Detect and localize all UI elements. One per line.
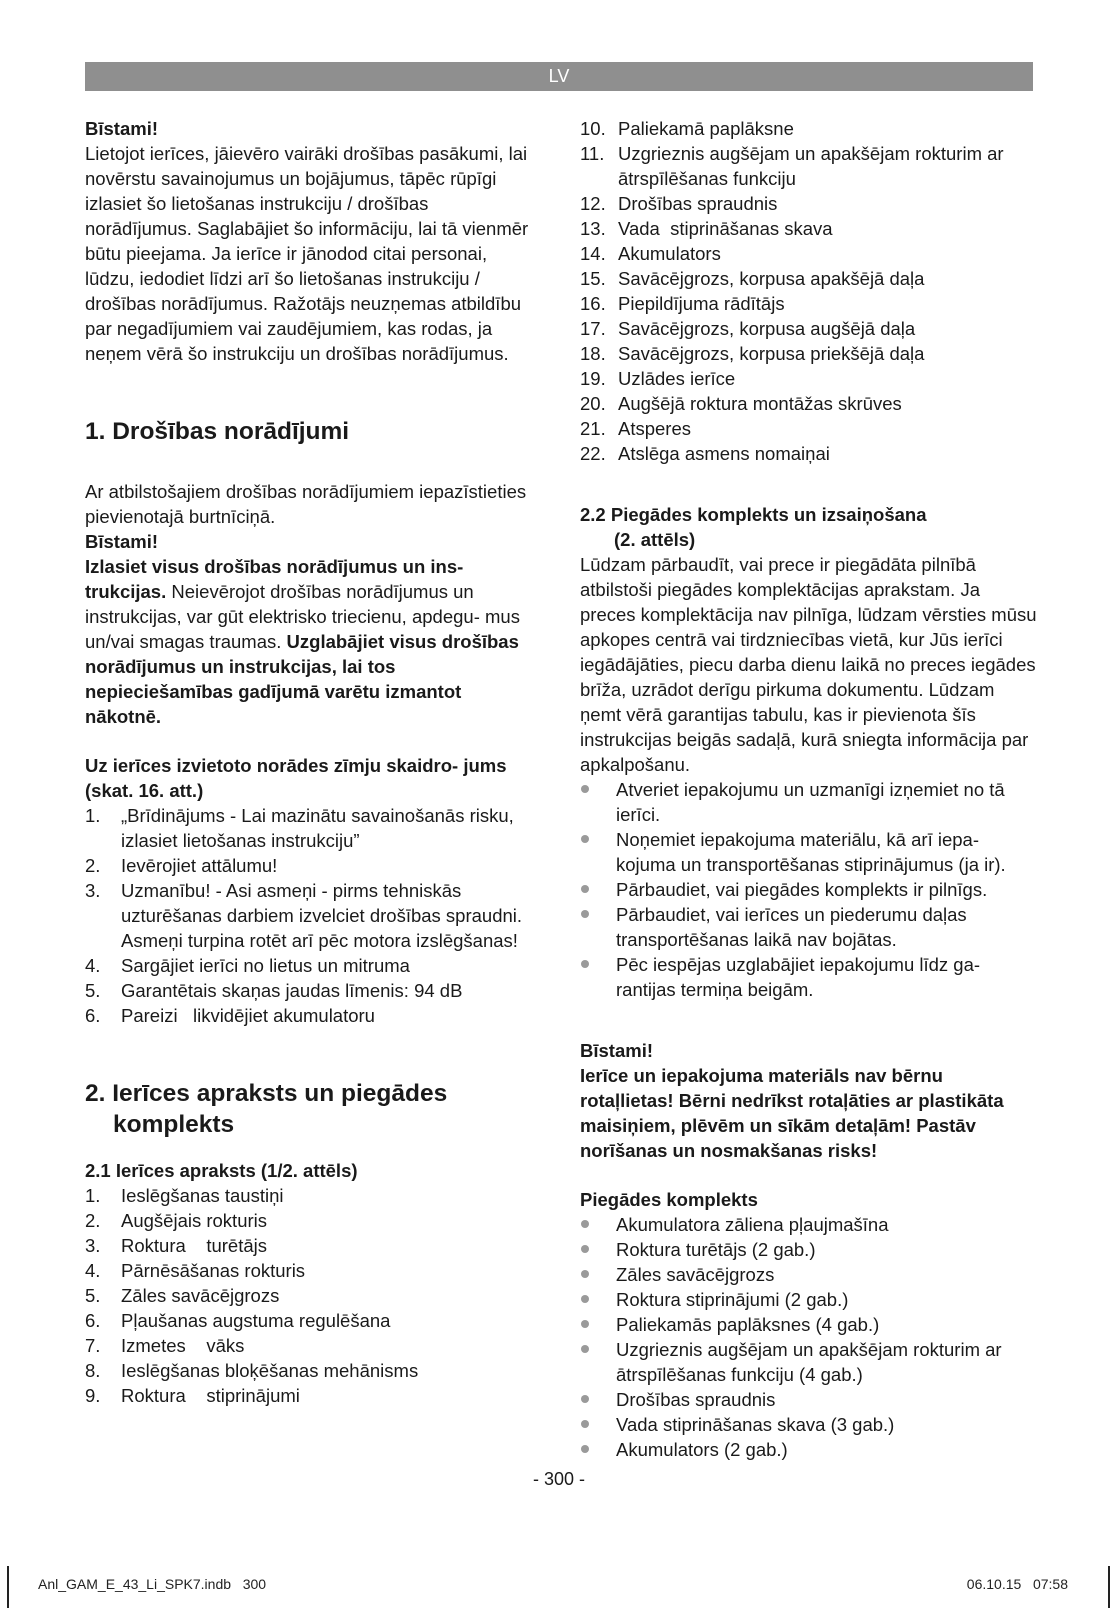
item-number: 5. <box>85 980 101 1001</box>
item-number: 3. <box>85 880 101 901</box>
list-item <box>580 291 1040 316</box>
language-header-bar <box>85 62 1033 91</box>
item-text: Roktura turētājs <box>121 1235 268 1256</box>
warning-bold-2: Uzglabājiet visus drošības norādījumus un instrukcijas, lai tos nepieciešamības gadījumā varētu izmantot nākotnē. <box>85 631 519 727</box>
bullet-icon <box>581 1245 589 1253</box>
parts-list-left <box>85 1183 535 1408</box>
item-text: Pļaušanas augstuma regulēšana <box>121 1310 391 1331</box>
item-text: Atveriet iepakojumu un uzmanīgi izņemiet no tā ierīci. <box>616 779 1005 825</box>
item-text: Atsperes <box>618 418 692 439</box>
list-item <box>580 241 1040 266</box>
list-item <box>85 1003 535 1028</box>
list-item <box>580 391 1040 416</box>
list-item <box>85 878 535 953</box>
list-item <box>85 1308 535 1333</box>
list-item <box>580 777 1040 827</box>
item-text-continued: Asmeņi turpina rotēt arī pēc motora izslēgšanas! <box>121 930 518 951</box>
item-text: Vada stiprināšanas skava (3 gab.) <box>616 1414 895 1435</box>
item-text: Ieslēgšanas taustiņi <box>121 1185 284 1206</box>
list-item <box>580 902 1040 952</box>
item-text: Uzmanību! - Asi asmeņi - pirms tehniskās uzturēšanas darbiem izvelciet drošības spraudni. <box>121 880 523 926</box>
item-text: Akumulators (2 gab.) <box>616 1439 788 1460</box>
item-text: Augšējais rokturis <box>121 1210 268 1231</box>
list-item <box>85 1383 535 1408</box>
signs-list <box>85 803 535 1028</box>
list-item <box>580 216 1040 241</box>
item-text: Roktura turētājs (2 gab.) <box>616 1239 816 1260</box>
warning-text-2 <box>85 554 535 729</box>
item-text: Pēc iespējas uzglabājiet iepakojumu līdz ga- rantijas termiņa beigām. <box>616 954 981 1000</box>
item-text: „Brīdinājums - Lai mazinātu savainošanās risku, izlasiet lietošanas instrukciju” <box>121 805 514 851</box>
item-text: Paliekamās paplāksnes (4 gab.) <box>616 1314 880 1335</box>
bullet-icon <box>581 1220 589 1228</box>
list-item <box>85 1233 535 1258</box>
item-text: Izmetes vāks <box>121 1335 245 1356</box>
crop-mark-right <box>1108 1566 1110 1608</box>
item-text: Uzgrieznis augšējam un apakšējam rokturim ar ātrspīlēšanas funkciju (4 gab.) <box>616 1339 1002 1385</box>
item-text: Atslēga asmens nomaiņai <box>618 443 830 464</box>
list-item <box>85 1333 535 1358</box>
warning-text: Lietojot ierīces, jāievēro vairāki drošības pasākumi, lai novērstu savainojumus un bojājumus, tāpēc rūpīgi izlasiet šo lietošanas instrukciju / drošības norādījumus. Saglabājiet šo informāciju, lai tā vienmēr būtu pieejama. Ja ierīce ir jānodod citai personai, lūdzu, iedodiet līdzi arī šo lietošanas instrukciju / drošības norādījumus. Ražotājs neuzņemas atbildību par negadījumiem vai zaudējumiem, kas rodas, ja neņem vērā šo instrukciju un drošības norādījumus. <box>85 143 529 364</box>
item-number: 4. <box>85 955 101 976</box>
item-number: 1. <box>85 1185 101 1206</box>
item-number: 10. <box>580 118 606 139</box>
list-item <box>85 1208 535 1233</box>
bullet-icon <box>581 1320 589 1328</box>
crop-mark-left <box>7 1566 9 1608</box>
item-number: 5. <box>85 1285 101 1306</box>
item-text: Drošības spraudnis <box>616 1389 776 1410</box>
bullet-icon <box>581 1270 589 1278</box>
item-number: 17. <box>580 318 606 339</box>
kit-list <box>580 1212 1040 1462</box>
item-number: 3. <box>85 1235 101 1256</box>
bullet-icon <box>581 885 589 893</box>
item-number: 2. <box>85 855 101 876</box>
list-item <box>580 366 1040 391</box>
parts-list-right <box>580 116 1040 466</box>
list-item <box>85 853 535 878</box>
item-number: 22. <box>580 443 606 464</box>
item-number: 7. <box>85 1335 101 1356</box>
language-code: LV <box>548 66 570 86</box>
left-column <box>85 116 535 1408</box>
list-item <box>580 1287 1040 1312</box>
item-number: 4. <box>85 1260 101 1281</box>
item-number: 15. <box>580 268 606 289</box>
item-text: Roktura stiprinājumi <box>121 1385 300 1406</box>
item-text: Zāles savācējgrozs <box>616 1264 775 1285</box>
list-item <box>580 441 1040 466</box>
list-item <box>580 1387 1040 1412</box>
item-text: Akumulators <box>618 243 721 264</box>
list-item <box>580 1212 1040 1237</box>
page-number: - 300 - <box>532 1469 586 1489</box>
list-item <box>580 341 1040 366</box>
item-text: Akumulatora zāliena pļaujmašīna <box>616 1214 889 1235</box>
subsection-2-2-title <box>580 502 1040 552</box>
item-text: Zāles savācējgrozs <box>121 1285 280 1306</box>
bullet-icon <box>581 1345 589 1353</box>
list-item <box>580 141 1040 191</box>
list-item <box>580 1262 1040 1287</box>
item-number: 8. <box>85 1360 101 1381</box>
item-text: Drošības spraudnis <box>618 193 778 214</box>
item-number: 16. <box>580 293 606 314</box>
list-item <box>580 827 1040 877</box>
item-number: 20. <box>580 393 606 414</box>
list-item <box>580 1412 1040 1437</box>
list-item <box>580 952 1040 1002</box>
list-item <box>580 1337 1040 1387</box>
right-column <box>580 116 1040 1462</box>
item-text: Sargājiet ierīci no lietus un mitruma <box>121 955 410 976</box>
item-number: 1. <box>85 805 101 826</box>
bullet-icon <box>581 1420 589 1428</box>
item-number: 2. <box>85 1210 101 1231</box>
print-timestamp: 06.10.15 07:58 <box>966 1576 1068 1592</box>
list-item <box>580 1437 1040 1462</box>
item-text: Uzlādes ierīce <box>618 368 736 389</box>
list-item <box>85 978 535 1003</box>
item-text: Paliekamā paplāksne <box>618 118 794 139</box>
section-1-title: 1. Drošības norādījumi <box>85 418 350 445</box>
list-item <box>85 1258 535 1283</box>
bullet-icon <box>581 1445 589 1453</box>
subsection-2-1-title: 2.1 Ierīces apraksts (1/2. attēls) <box>85 1160 358 1181</box>
list-item <box>580 316 1040 341</box>
list-item <box>580 191 1040 216</box>
section-2-title <box>85 1078 535 1140</box>
item-number: 6. <box>85 1005 101 1026</box>
kit-title: Piegādes komplekts <box>580 1189 758 1210</box>
section-1-intro: Ar atbilstošajiem drošības norādījumiem iepazīstieties pievienotajā burtnīciņā. <box>85 481 527 527</box>
section-2-title-line2: komplekts <box>113 1111 235 1138</box>
bullet-icon <box>581 1295 589 1303</box>
section-2-title-line1: 2. Ierīces apraksts un piegādes <box>85 1080 448 1107</box>
print-file-label: Anl_GAM_E_43_Li_SPK7.indb 300 <box>38 1576 267 1592</box>
warning-text-3: Ierīce un iepakojuma materiāls nav bērnu rotaļlietas! Bērni nedrīkst rotaļāties ar plastikāta maisiņiem, plēvēm un sīkām detaļām! Pastāv norīšanas un nosmakšanas risks! <box>580 1065 1004 1161</box>
item-number: 19. <box>580 368 606 389</box>
item-text: Savācējgrozs, korpusa apakšējā daļa <box>618 268 925 289</box>
bullet-icon <box>581 785 589 793</box>
item-text: Savācējgrozs, korpusa priekšējā daļa <box>618 343 925 364</box>
list-item <box>580 1312 1040 1337</box>
list-item <box>85 953 535 978</box>
warning-title-3: Bīstami! <box>580 1040 653 1061</box>
warning-title: Bīstami! <box>85 118 158 139</box>
delivery-text: Lūdzam pārbaudīt, vai prece ir piegādāta pilnībā atbilstoši piegādes komplektācijas aprakstam. Ja preces komplektācija nav pilnīga, lūdzam vērsties mūsu apkopes centrā vai tirdzniecības vietā, kur Jūs ierīci iegādājāties, piecu darba dienu laikā no preces iegādes brīža, uzrādot derīgu pirkuma dokumentu. Lūdzam ņemt vērā garantijas tabulu, kas ir pievienota šīs instrukcijas beigās sadaļā, kurā sniegta informācija par apkalpošanu. <box>580 554 1037 775</box>
item-text: Pareizi likvidējiet akumulatoru <box>121 1005 375 1026</box>
bullet-icon <box>581 1395 589 1403</box>
unpack-steps-list <box>580 777 1040 1002</box>
list-item <box>85 1283 535 1308</box>
signs-title: Uz ierīces izvietoto norādes zīmju skaidro- jums (skat. 16. att.) <box>85 755 507 801</box>
list-item <box>85 1358 535 1383</box>
warning-bold-1: Izlasiet visus drošības norādījumus un ins- trukcijas. <box>85 556 464 602</box>
item-text: Vada stiprināšanas skava <box>618 218 833 239</box>
bullet-icon <box>581 835 589 843</box>
item-text: Augšējā roktura montāžas skrūves <box>618 393 902 414</box>
item-text: Roktura stiprinājumi (2 gab.) <box>616 1289 849 1310</box>
subsection-2-2-title-line1: 2.2 Piegādes komplekts un izsaiņošana <box>580 504 927 525</box>
item-text: Garantētais skaņas jaudas līmenis: 94 dB <box>121 980 463 1001</box>
item-number: 12. <box>580 193 606 214</box>
item-text: Noņemiet iepakojuma materiālu, kā arī iepa- kojuma un transportēšanas stiprinājumus (ja ir). <box>616 829 1006 875</box>
item-number: 14. <box>580 243 606 264</box>
item-text: Pārbaudiet, vai piegādes komplekts ir pilnīgs. <box>616 879 988 900</box>
item-text: Pārnēsāšanas rokturis <box>121 1260 306 1281</box>
item-text: Ievērojiet attālumu! <box>121 855 278 876</box>
item-number: 18. <box>580 343 606 364</box>
list-item <box>580 416 1040 441</box>
list-item <box>580 877 1040 902</box>
item-number: 6. <box>85 1310 101 1331</box>
item-text: Pārbaudiet, vai ierīces un piederumu daļas transportēšanas laikā nav bojātas. <box>616 904 967 950</box>
warning-regular: Neievērojot drošības norādījumus un instrukcijas, var gūt elektrisko triecienu, apdegu- mus un/vai smagas traumas. <box>85 581 520 652</box>
item-number: 21. <box>580 418 606 439</box>
item-text: Piepildījuma rādītājs <box>618 293 785 314</box>
item-number: 13. <box>580 218 606 239</box>
item-text: Savācējgrozs, korpusa augšējā daļa <box>618 318 916 339</box>
warning-title-2: Bīstami! <box>85 531 158 552</box>
item-number: 11. <box>580 143 605 164</box>
item-text: Uzgrieznis augšējam un apakšējam rokturim ar ātrspīlēšanas funkciju <box>618 143 1004 189</box>
item-number: 9. <box>85 1385 101 1406</box>
item-text: Ieslēgšanas bloķēšanas mehānisms <box>121 1360 419 1381</box>
list-item <box>85 1183 535 1208</box>
subsection-2-2-title-line2: (2. attēls) <box>614 529 696 550</box>
bullet-icon <box>581 910 589 918</box>
list-item <box>85 803 535 853</box>
bullet-icon <box>581 960 589 968</box>
list-item <box>580 266 1040 291</box>
list-item <box>580 116 1040 141</box>
list-item <box>580 1237 1040 1262</box>
